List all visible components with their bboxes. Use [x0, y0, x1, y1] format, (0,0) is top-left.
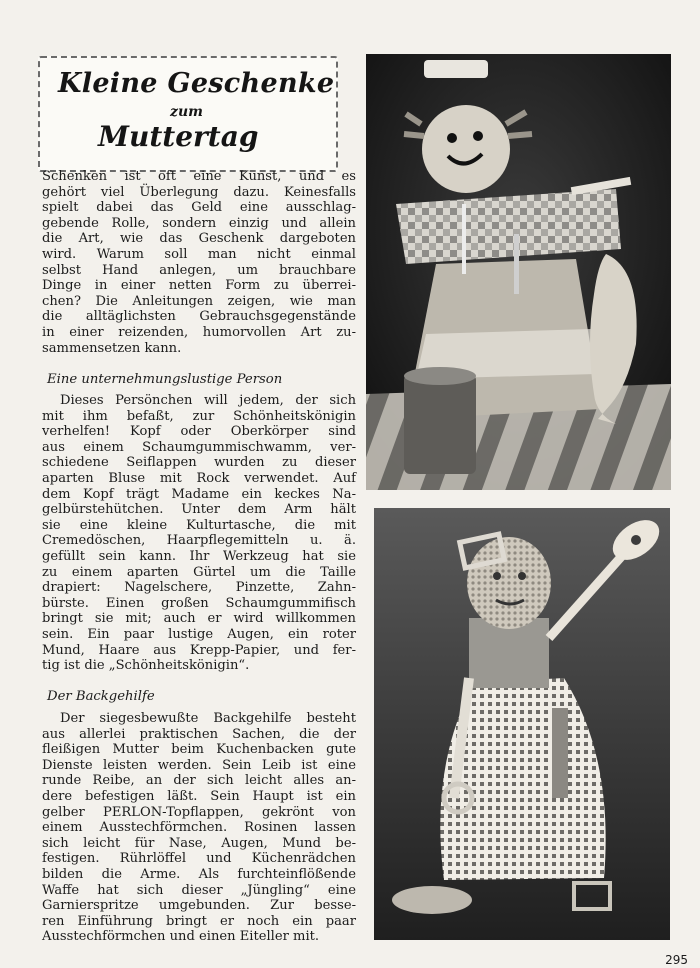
- title-box: [38, 56, 338, 172]
- photo-baking-helper-drawing: [374, 508, 670, 940]
- text-line: bürste. Einen großen Schaumgummifisch: [42, 595, 356, 611]
- section-1-paragraph: [42, 393, 356, 674]
- text-line: gebende Rolle, sondern einzig und allein: [42, 215, 356, 231]
- section-2-text: [42, 711, 356, 945]
- photo-baking-helper-figure: [374, 508, 670, 940]
- text-line: aus einem Schaumgummischwamm, ver-: [42, 439, 356, 455]
- text-line: tig ist die „Schönheitskönigin“.: [42, 658, 250, 674]
- text-line: schiedene Seiflappen wurden zu dieser: [42, 455, 356, 471]
- text-line: sich leicht für Nase, Augen, Mund be-: [42, 835, 356, 851]
- text-line: in einer reizenden, humorvollen Art zu-: [42, 324, 356, 340]
- text-line: Garnierspritze umgebunden. Zur besse-: [42, 898, 356, 914]
- text-line: drapiert: Nagelschere, Pinzette, Zahn-: [42, 580, 356, 596]
- text-line: chen? Die Anleitungen zeigen, wie man: [42, 293, 356, 309]
- text-line: Dieses Persönchen will jedem, der sich: [60, 393, 356, 408]
- text-line: dere befestigen läßt. Sein Haupt ist ein: [42, 788, 356, 804]
- text-line: bilden die Arme. Als furchteinflößende: [42, 866, 356, 882]
- section-heading-1: Eine unternehmungslustige Person: [47, 372, 283, 387]
- text-line: mit ihm befaßt, zur Schönheitskönigin: [42, 408, 356, 424]
- text-line: aparten Bluse mit Rock verwendet. Auf: [42, 470, 356, 486]
- text-line: Ausstechförmchen und einen Eiteller mit.: [42, 929, 320, 945]
- text-line: wird. Warum soll man nicht einmal: [42, 246, 356, 262]
- text-line: fleißigen Mutter beim Kuchenbacken gute: [42, 742, 356, 758]
- text-line: die alltäglichsten Gebrauchsgegenstände: [42, 309, 356, 325]
- text-line: gefüllt sein kann. Ihr Werkzeug hat sie: [42, 548, 356, 564]
- text-line: festigen. Rührlöffel und Küchenrädchen: [42, 851, 356, 867]
- text-line: verhelfen! Kopf oder Oberkörper sind: [42, 424, 356, 440]
- text-line: gehört viel Überlegung dazu. Keinesfalls: [42, 184, 356, 200]
- text-line: Cremedöschen, Haarpflegemitteln u. ä.: [42, 533, 356, 549]
- text-line: Dinge in einer netten Form zu überrei-: [42, 278, 356, 294]
- title-line-3: Muttertag: [98, 120, 259, 153]
- text-line: ren Einführung bringt er noch ein paar: [42, 913, 356, 929]
- section-1-text: [42, 393, 356, 674]
- text-line: sammensetzen kann.: [42, 340, 182, 356]
- text-line: Dienste leisten werden. Sein Leib ist eine: [42, 757, 356, 773]
- title-line-2: zum: [170, 104, 203, 120]
- intro-text: [42, 169, 356, 356]
- photo-beauty-queen-figure: [366, 54, 671, 490]
- text-line: die Art, wie das Geschenk dargeboten: [42, 231, 356, 247]
- text-line: Waffe hat sich dieser „Jüngling“ eine: [42, 882, 356, 898]
- text-line: selbst Hand anlegen, um brauchbare: [42, 262, 356, 278]
- text-line: spielt dabei das Geld eine ausschlag-: [42, 200, 356, 216]
- title-line-1: Kleine Geschenke: [58, 68, 335, 99]
- intro-paragraph: [42, 169, 356, 356]
- text-line: Der siegesbewußte Backgehilfe besteht: [60, 711, 356, 726]
- text-line: dem Kopf trägt Madame ein keckes Na-: [42, 486, 356, 502]
- text-line: sie eine kleine Kulturtasche, die mit: [42, 517, 356, 533]
- text-line: aus allerlei praktischen Sachen, die der: [42, 726, 356, 742]
- text-line: bringt sie mit; auch er wird willkommen: [42, 611, 356, 627]
- section-2-paragraph: [42, 711, 356, 945]
- text-line: runde Reibe, an der sich leicht alles an-: [42, 773, 356, 789]
- text-line: zu einem aparten Gürtel um die Taille: [42, 564, 356, 580]
- text-line: sein. Ein paar lustige Augen, ein roter: [42, 626, 356, 642]
- text-line: gelbürstehütchen. Unter dem Arm hält: [42, 502, 356, 518]
- text-line: Schenken ist oft eine Kunst, und es: [42, 169, 356, 184]
- section-heading-2: Der Backgehilfe: [47, 689, 155, 704]
- text-line: einem Ausstechförmchen. Rosinen lassen: [42, 820, 356, 836]
- text-line: Mund, Haare aus Krepp-Papier, und fer-: [42, 642, 356, 658]
- page-number: 295: [665, 953, 688, 967]
- photo-beauty-queen-drawing: [366, 54, 671, 490]
- text-line: gelber PERLON-Topflappen, gekrönt von: [42, 804, 356, 820]
